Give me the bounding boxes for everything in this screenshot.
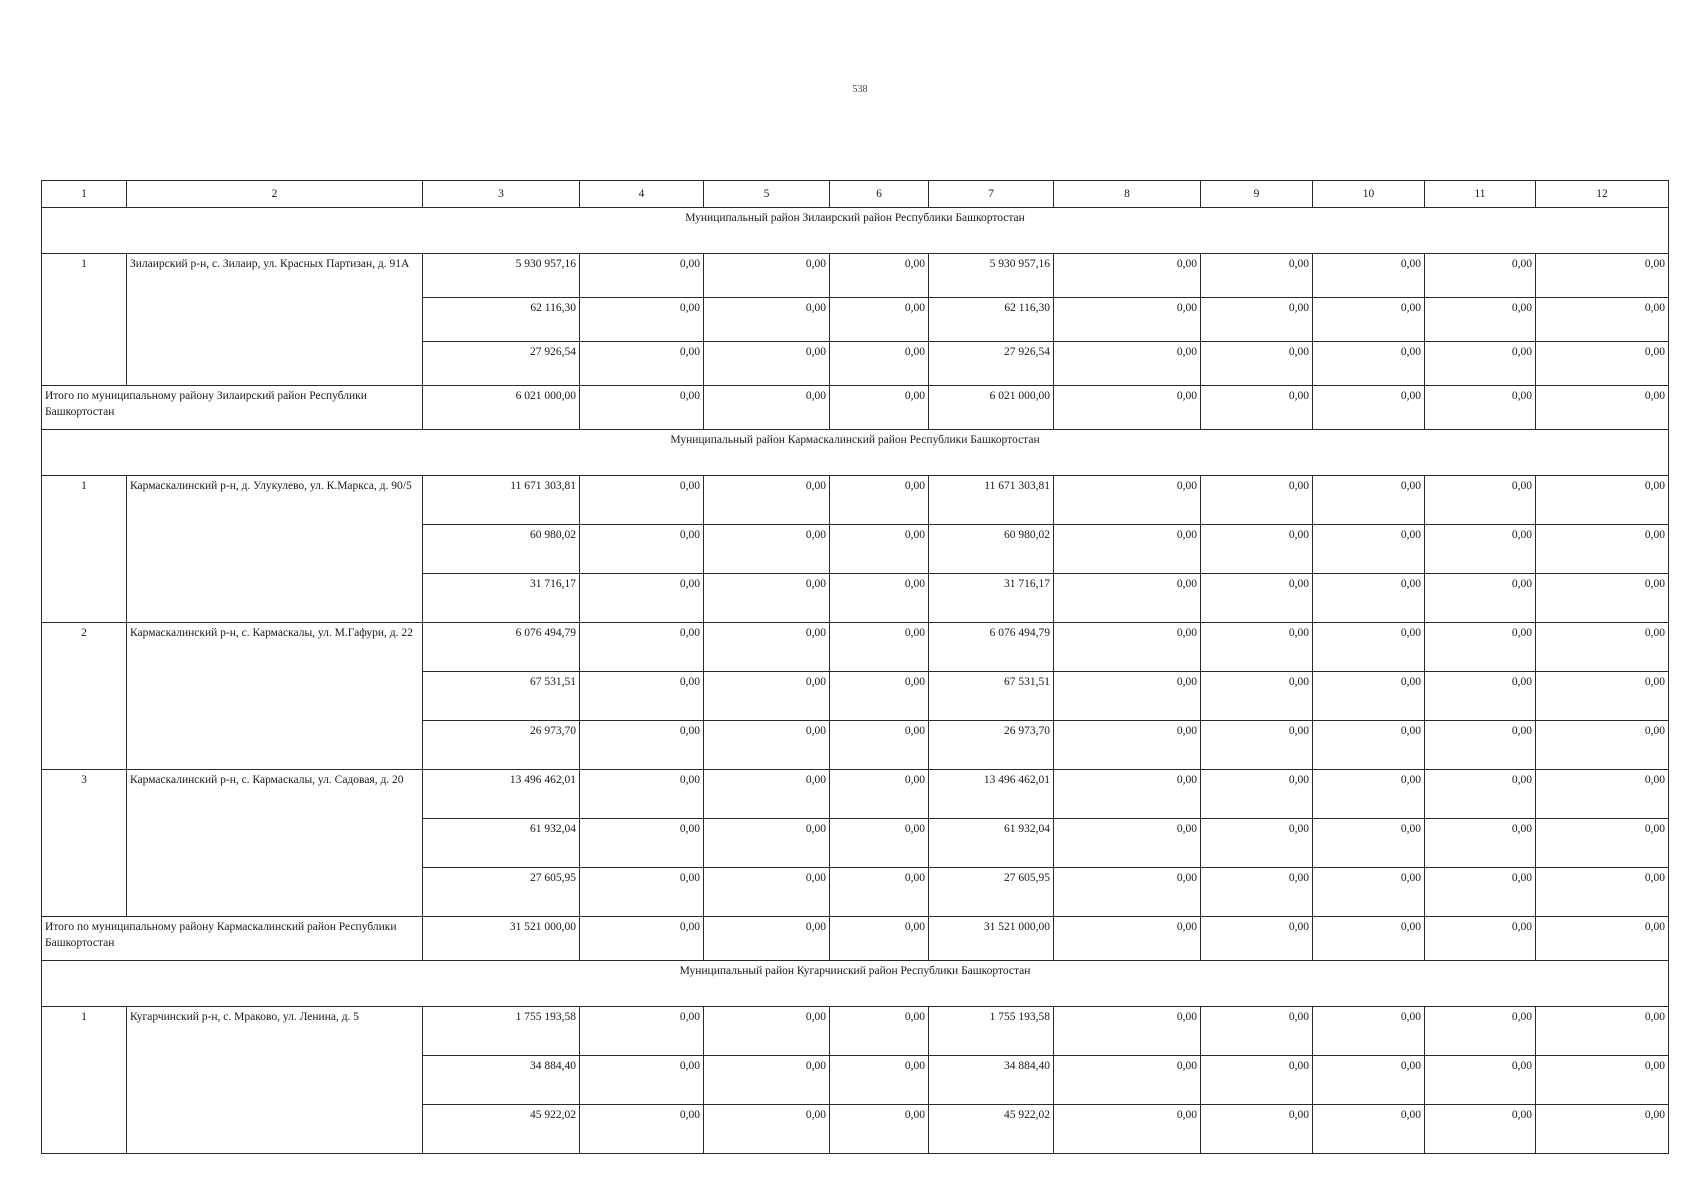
- value-cell: 0,00: [1201, 476, 1313, 525]
- value-cell: 6 076 494,79: [929, 623, 1054, 672]
- table-row: [42, 254, 1669, 298]
- value-cell: 0,00: [704, 672, 830, 721]
- total-value-cell: 6 021 000,00: [929, 386, 1054, 430]
- object-address: Зилаирский р-н, с. Зилаир, ул. Красных Партизан, д. 91А: [127, 254, 423, 386]
- column-header: 8: [1054, 181, 1201, 208]
- value-cell: 0,00: [580, 525, 704, 574]
- value-cell: 0,00: [1536, 574, 1669, 623]
- value-cell: 0,00: [1425, 672, 1536, 721]
- value-cell: 0,00: [1201, 868, 1313, 917]
- total-value-cell: 0,00: [1313, 386, 1425, 430]
- value-cell: 0,00: [830, 1105, 929, 1154]
- column-header: 7: [929, 181, 1054, 208]
- value-cell: 0,00: [704, 819, 830, 868]
- row-number: 3: [42, 770, 127, 917]
- row-number: 1: [42, 476, 127, 623]
- total-label: Итого по муниципальному району Зилаирский район Республики Башкортостан: [42, 386, 423, 430]
- value-cell: 0,00: [580, 819, 704, 868]
- table-row: [42, 1007, 1669, 1056]
- value-cell: 0,00: [830, 476, 929, 525]
- value-cell: 0,00: [830, 298, 929, 342]
- value-cell: 0,00: [704, 525, 830, 574]
- table-row: [42, 770, 1669, 819]
- value-cell: 0,00: [1054, 525, 1201, 574]
- value-cell: 0,00: [704, 574, 830, 623]
- value-cell: 6 076 494,79: [423, 623, 580, 672]
- value-cell: 0,00: [1201, 721, 1313, 770]
- total-value-cell: 0,00: [1054, 917, 1201, 961]
- value-cell: 0,00: [1313, 672, 1425, 721]
- value-cell: 0,00: [704, 1056, 830, 1105]
- total-value-cell: 0,00: [1536, 917, 1669, 961]
- value-cell: 0,00: [1313, 623, 1425, 672]
- value-cell: 0,00: [580, 770, 704, 819]
- value-cell: 0,00: [1201, 525, 1313, 574]
- value-cell: 0,00: [1425, 476, 1536, 525]
- data-table: [41, 180, 1669, 1154]
- value-cell: 0,00: [704, 770, 830, 819]
- value-cell: 0,00: [580, 1056, 704, 1105]
- value-cell: 0,00: [830, 819, 929, 868]
- total-value-cell: 0,00: [704, 386, 830, 430]
- value-cell: 0,00: [1313, 721, 1425, 770]
- section-title-row: [42, 208, 1669, 254]
- value-cell: 62 116,30: [423, 298, 580, 342]
- value-cell: 0,00: [1425, 342, 1536, 386]
- total-value-cell: 31 521 000,00: [423, 917, 580, 961]
- total-value-cell: 31 521 000,00: [929, 917, 1054, 961]
- value-cell: 0,00: [704, 298, 830, 342]
- column-header: 6: [830, 181, 929, 208]
- value-cell: 0,00: [1536, 770, 1669, 819]
- value-cell: 0,00: [1054, 342, 1201, 386]
- value-cell: 1 755 193,58: [423, 1007, 580, 1056]
- value-cell: 0,00: [830, 1056, 929, 1105]
- object-address: Кугарчинский р-н, с. Мраково, ул. Ленина, д. 5: [127, 1007, 423, 1154]
- value-cell: 0,00: [1536, 1105, 1669, 1154]
- value-cell: 0,00: [830, 868, 929, 917]
- row-number: 1: [42, 1007, 127, 1154]
- total-value-cell: 0,00: [1201, 386, 1313, 430]
- value-cell: 0,00: [1313, 298, 1425, 342]
- value-cell: 31 716,17: [423, 574, 580, 623]
- value-cell: 0,00: [1201, 770, 1313, 819]
- table-row: [42, 476, 1669, 525]
- total-label: Итого по муниципальному району Кармаскалинский район Республики Башкортостан: [42, 917, 423, 961]
- value-cell: 0,00: [1201, 623, 1313, 672]
- value-cell: 0,00: [1425, 623, 1536, 672]
- value-cell: 0,00: [1425, 819, 1536, 868]
- value-cell: 0,00: [1313, 1007, 1425, 1056]
- value-cell: 0,00: [1425, 298, 1536, 342]
- value-cell: 0,00: [1536, 254, 1669, 298]
- column-header: 3: [423, 181, 580, 208]
- value-cell: 31 716,17: [929, 574, 1054, 623]
- value-cell: 0,00: [580, 476, 704, 525]
- total-value-cell: 0,00: [1536, 386, 1669, 430]
- total-value-cell: 0,00: [580, 386, 704, 430]
- column-header: 2: [127, 181, 423, 208]
- column-header: 12: [1536, 181, 1669, 208]
- value-cell: 0,00: [1054, 1056, 1201, 1105]
- value-cell: 34 884,40: [423, 1056, 580, 1105]
- value-cell: 0,00: [1536, 342, 1669, 386]
- value-cell: 0,00: [1054, 254, 1201, 298]
- total-value-cell: 0,00: [1425, 386, 1536, 430]
- value-cell: 0,00: [830, 721, 929, 770]
- total-value-cell: 0,00: [1313, 917, 1425, 961]
- value-cell: 45 922,02: [929, 1105, 1054, 1154]
- row-number: 2: [42, 623, 127, 770]
- value-cell: 0,00: [1054, 476, 1201, 525]
- value-cell: 0,00: [704, 1105, 830, 1154]
- value-cell: 0,00: [1054, 770, 1201, 819]
- value-cell: 0,00: [1425, 254, 1536, 298]
- value-cell: 62 116,30: [929, 298, 1054, 342]
- value-cell: 0,00: [704, 342, 830, 386]
- value-cell: 13 496 462,01: [929, 770, 1054, 819]
- value-cell: 0,00: [704, 868, 830, 917]
- object-address: Кармаскалинский р-н, с. Кармаскалы, ул. Садовая, д. 20: [127, 770, 423, 917]
- value-cell: 0,00: [580, 254, 704, 298]
- value-cell: 11 671 303,81: [929, 476, 1054, 525]
- value-cell: 26 973,70: [929, 721, 1054, 770]
- value-cell: 0,00: [1536, 298, 1669, 342]
- column-header: 5: [704, 181, 830, 208]
- total-row: [42, 386, 1669, 430]
- value-cell: 0,00: [580, 342, 704, 386]
- value-cell: 0,00: [1313, 342, 1425, 386]
- value-cell: 0,00: [1536, 1007, 1669, 1056]
- value-cell: 0,00: [704, 1007, 830, 1056]
- column-header: 10: [1313, 181, 1425, 208]
- value-cell: 0,00: [1054, 868, 1201, 917]
- value-cell: 0,00: [1425, 770, 1536, 819]
- total-value-cell: 6 021 000,00: [423, 386, 580, 430]
- value-cell: 0,00: [580, 721, 704, 770]
- value-cell: 26 973,70: [423, 721, 580, 770]
- value-cell: 0,00: [1536, 1056, 1669, 1105]
- value-cell: 61 932,04: [423, 819, 580, 868]
- header-row: [42, 181, 1669, 208]
- value-cell: 0,00: [1425, 1056, 1536, 1105]
- value-cell: 0,00: [1313, 868, 1425, 917]
- value-cell: 0,00: [1054, 1007, 1201, 1056]
- value-cell: 0,00: [1054, 721, 1201, 770]
- column-header: 9: [1201, 181, 1313, 208]
- value-cell: 0,00: [704, 476, 830, 525]
- value-cell: 34 884,40: [929, 1056, 1054, 1105]
- value-cell: 0,00: [1054, 672, 1201, 721]
- column-header: 11: [1425, 181, 1536, 208]
- section-title: Муниципальный район Кармаскалинский район Республики Башкортостан: [42, 430, 1669, 476]
- total-value-cell: 0,00: [580, 917, 704, 961]
- value-cell: 1 755 193,58: [929, 1007, 1054, 1056]
- value-cell: 0,00: [1201, 574, 1313, 623]
- column-header: 1: [42, 181, 127, 208]
- value-cell: 0,00: [830, 770, 929, 819]
- value-cell: 67 531,51: [929, 672, 1054, 721]
- value-cell: 60 980,02: [929, 525, 1054, 574]
- value-cell: 0,00: [1536, 476, 1669, 525]
- value-cell: 0,00: [1054, 623, 1201, 672]
- value-cell: 0,00: [830, 574, 929, 623]
- value-cell: 0,00: [1054, 1105, 1201, 1154]
- value-cell: 0,00: [1536, 525, 1669, 574]
- total-value-cell: 0,00: [1054, 386, 1201, 430]
- value-cell: 0,00: [1201, 819, 1313, 868]
- value-cell: 5 930 957,16: [929, 254, 1054, 298]
- section-title: Муниципальный район Кугарчинский район Республики Башкортостан: [42, 961, 1669, 1007]
- value-cell: 0,00: [580, 868, 704, 917]
- value-cell: 11 671 303,81: [423, 476, 580, 525]
- value-cell: 0,00: [580, 574, 704, 623]
- total-value-cell: 0,00: [704, 917, 830, 961]
- value-cell: 0,00: [580, 1105, 704, 1154]
- value-cell: 0,00: [1313, 574, 1425, 623]
- value-cell: 0,00: [1425, 721, 1536, 770]
- value-cell: 0,00: [830, 1007, 929, 1056]
- value-cell: 0,00: [1536, 623, 1669, 672]
- value-cell: 0,00: [1313, 254, 1425, 298]
- object-address: Кармаскалинский р-н, с. Кармаскалы, ул. М.Гафури, д. 22: [127, 623, 423, 770]
- value-cell: 0,00: [1536, 672, 1669, 721]
- value-cell: 0,00: [1425, 1007, 1536, 1056]
- value-cell: 0,00: [1313, 770, 1425, 819]
- value-cell: 0,00: [1201, 298, 1313, 342]
- value-cell: 0,00: [830, 672, 929, 721]
- total-value-cell: 0,00: [830, 917, 929, 961]
- value-cell: 45 922,02: [423, 1105, 580, 1154]
- value-cell: 27 926,54: [423, 342, 580, 386]
- value-cell: 27 926,54: [929, 342, 1054, 386]
- value-cell: 0,00: [1201, 672, 1313, 721]
- value-cell: 0,00: [1054, 298, 1201, 342]
- value-cell: 0,00: [1313, 1056, 1425, 1105]
- value-cell: 13 496 462,01: [423, 770, 580, 819]
- value-cell: 0,00: [830, 254, 929, 298]
- value-cell: 0,00: [1313, 525, 1425, 574]
- value-cell: 0,00: [704, 623, 830, 672]
- value-cell: 0,00: [580, 623, 704, 672]
- value-cell: 0,00: [1313, 476, 1425, 525]
- value-cell: 0,00: [580, 1007, 704, 1056]
- value-cell: 0,00: [830, 525, 929, 574]
- value-cell: 0,00: [580, 298, 704, 342]
- total-value-cell: 0,00: [1201, 917, 1313, 961]
- table-row: [42, 623, 1669, 672]
- value-cell: 0,00: [1054, 574, 1201, 623]
- total-value-cell: 0,00: [830, 386, 929, 430]
- section-title-row: [42, 430, 1669, 476]
- value-cell: 27 605,95: [423, 868, 580, 917]
- value-cell: 27 605,95: [929, 868, 1054, 917]
- value-cell: 67 531,51: [423, 672, 580, 721]
- object-address: Кармаскалинский р-н, д. Улукулево, ул. К.Маркса, д. 90/5: [127, 476, 423, 623]
- value-cell: 0,00: [1425, 1105, 1536, 1154]
- value-cell: 0,00: [1536, 721, 1669, 770]
- row-number: 1: [42, 254, 127, 386]
- value-cell: 5 930 957,16: [423, 254, 580, 298]
- section-title: Муниципальный район Зилаирский район Республики Башкортостан: [42, 208, 1669, 254]
- value-cell: 61 932,04: [929, 819, 1054, 868]
- value-cell: 0,00: [1201, 1056, 1313, 1105]
- value-cell: 0,00: [830, 342, 929, 386]
- value-cell: 0,00: [1201, 1105, 1313, 1154]
- value-cell: 0,00: [1201, 254, 1313, 298]
- section-title-row: [42, 961, 1669, 1007]
- value-cell: 0,00: [1313, 1105, 1425, 1154]
- value-cell: 0,00: [1201, 1007, 1313, 1056]
- value-cell: 0,00: [1425, 525, 1536, 574]
- value-cell: 0,00: [830, 623, 929, 672]
- value-cell: 0,00: [580, 672, 704, 721]
- value-cell: 0,00: [704, 254, 830, 298]
- total-row: [42, 917, 1669, 961]
- value-cell: 0,00: [704, 721, 830, 770]
- value-cell: 0,00: [1536, 868, 1669, 917]
- value-cell: 0,00: [1425, 574, 1536, 623]
- total-value-cell: 0,00: [1425, 917, 1536, 961]
- value-cell: 0,00: [1201, 342, 1313, 386]
- value-cell: 0,00: [1054, 819, 1201, 868]
- value-cell: 0,00: [1425, 868, 1536, 917]
- value-cell: 0,00: [1536, 819, 1669, 868]
- page-number: 538: [852, 84, 868, 95]
- value-cell: 60 980,02: [423, 525, 580, 574]
- column-header: 4: [580, 181, 704, 208]
- value-cell: 0,00: [1313, 819, 1425, 868]
